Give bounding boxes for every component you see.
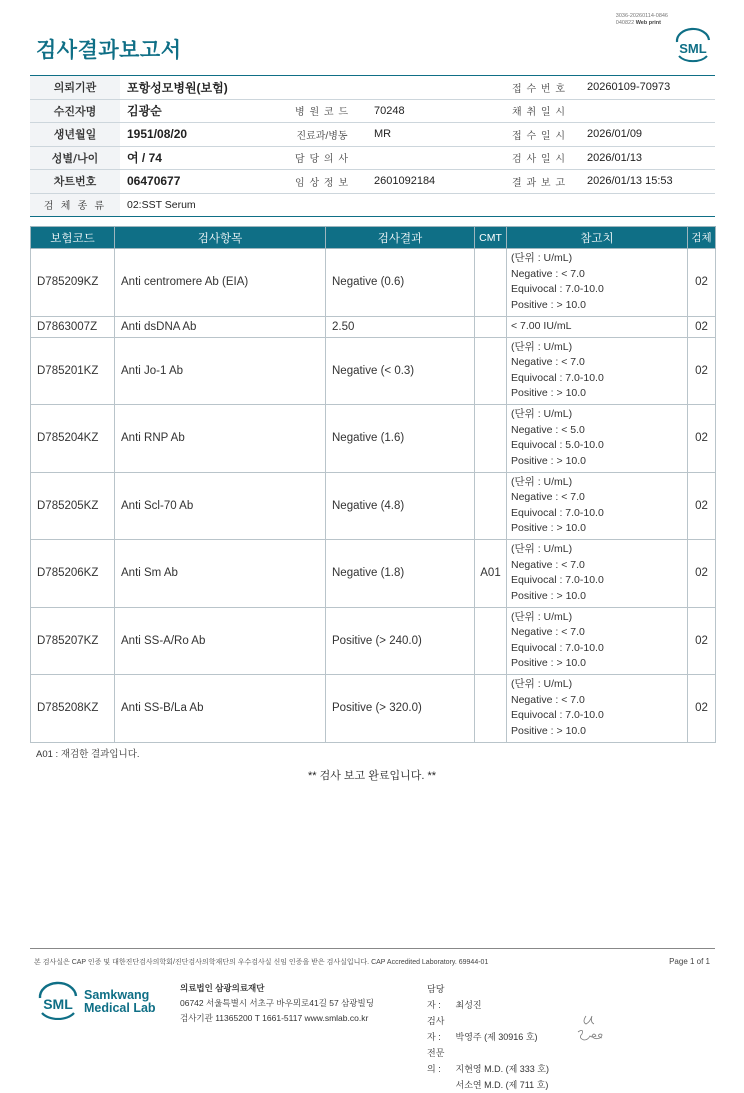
reference-cell [507,405,688,473]
cmt-cell [475,337,507,405]
reference-line: Positive : > 10.0 [511,387,587,400]
insurance-code-cell: D785204KZ [31,405,115,473]
signature-icon [576,1010,610,1044]
reference-cell [507,472,688,540]
reference-line: (단위 : U/mL) [511,610,573,623]
info-value: 여 / 74 [127,151,162,166]
info-label: 수진자명 [30,100,120,123]
result-cell: Negative (< 0.3) [326,337,475,405]
org-name: 의료법인 삼광의료재단 [180,983,265,993]
info-row [30,194,715,218]
reference-line: (단위 : U/mL) [511,475,573,488]
col-header: 검체 [688,227,716,249]
table-row [31,607,716,675]
reference-line: Equivocal : 7.0-10.0 [511,506,604,519]
test-name-cell: Anti SS-B/La Ab [115,675,326,743]
col-header: 검사결과 [326,227,475,249]
insurance-code-cell: D785206KZ [31,540,115,608]
organization-info [180,981,374,1026]
test-name-cell: Anti centromere Ab (EIA) [115,249,326,317]
info-value: 2026/01/13 [587,151,643,164]
lab-name-line1: Samkwang [84,988,150,1002]
table-row [31,675,716,743]
result-cell: Negative (0.6) [326,249,475,317]
staff-row [427,1045,549,1077]
info-value: 포항성모병원(보험) [127,80,228,95]
info-value: 20260109-70973 [587,81,671,94]
results-table [30,226,716,743]
specimen-cell: 02 [688,249,716,317]
page-title: 검사결과보고서 [36,38,182,62]
reference-line: (단위 : U/mL) [511,678,573,691]
col-header: 보험코드 [31,227,115,249]
test-name-cell: Anti Sm Ab [115,540,326,608]
reference-line: Negative : < 7.0 [511,267,585,280]
lab-name-line2: Medical Lab [84,1001,156,1015]
staff-label: 담당자 : [427,984,445,1010]
reference-cell [507,249,688,317]
table-row [31,249,716,317]
test-name-cell: Anti dsDNA Ab [115,316,326,337]
page-number: Page 1 of 1 [669,957,710,966]
reference-cell [507,540,688,608]
insurance-code-cell: D785205KZ [31,472,115,540]
info-label: 생년월일 [30,123,120,146]
reference-line: < 7.00 IU/mL [511,319,572,332]
test-name-cell: Anti RNP Ab [115,405,326,473]
reference-cell [507,337,688,405]
reference-line: Negative : < 7.0 [511,626,585,639]
info-label: 담 당 의 사 [295,154,349,166]
info-value: 2026/01/13 15:53 [587,175,673,188]
info-label: 진료과/병동 [296,130,348,142]
staff-value: 박영주 (제 30916 호) [455,1032,538,1042]
info-row [30,147,715,171]
table-row [31,405,716,473]
specimen-cell: 02 [688,472,716,540]
samkwang-logo-icon [36,980,80,1024]
info-row [30,123,715,147]
insurance-code-cell: D7863007Z [31,316,115,337]
reference-line: Negative : < 7.0 [511,356,585,369]
specimen-cell: 02 [688,540,716,608]
info-value: 06470677 [127,174,181,189]
info-value: 2026/01/09 [587,128,643,141]
staff-value: 지현영 M.D. (제 333 호) [455,1064,549,1074]
cmt-cell [475,472,507,540]
completion-message: ** 검사 보고 완료입니다. ** [307,770,437,782]
test-name-cell: Anti Jo-1 Ab [115,337,326,405]
info-label: 결 과 보 고 [512,177,566,189]
reference-line: (단위 : U/mL) [511,543,573,556]
insurance-code-cell: D785201KZ [31,337,115,405]
reference-line: Equivocal : 7.0-10.0 [511,641,604,654]
result-cell: Negative (1.8) [326,540,475,608]
footer-divider [30,948,715,949]
cmt-cell [475,675,507,743]
staff-label: 전문의 : [427,1048,445,1074]
print-code-line1: 3036-20260114-0846 [615,13,668,19]
sml-logo-text: SML [679,41,707,56]
specimen-label: 검 체 종 류 [30,194,120,217]
reference-cell [507,607,688,675]
reference-line: Equivocal : 7.0-10.0 [511,371,604,384]
reference-line: (단위 : U/mL) [511,408,573,421]
reference-cell [507,675,688,743]
reference-line: Positive : > 10.0 [511,724,587,737]
reference-line: (단위 : U/mL) [511,252,573,265]
reference-line: Negative : < 5.0 [511,423,585,436]
staff-row [427,981,549,1013]
info-row [30,100,715,124]
info-label: 접 수 번 호 [512,83,566,95]
result-cell: Negative (4.8) [326,472,475,540]
col-header: 참고치 [507,227,688,249]
info-label: 채 취 일 시 [512,107,566,119]
reference-line: Equivocal : 5.0-10.0 [511,439,604,452]
insurance-code-cell: D785207KZ [31,607,115,675]
reference-line: (단위 : U/mL) [511,340,573,353]
cmt-cell [475,405,507,473]
specimen-cell: 02 [688,316,716,337]
cmt-cell [475,249,507,317]
comment-note: A01 : 재검한 결과입니다. [36,749,140,760]
specimen-cell: 02 [688,607,716,675]
staff-value: 최성진 [455,1000,482,1010]
info-label: 검 사 일 시 [512,154,566,166]
org-contact: 검사기관 11365200 T 1661-5117 www.smlab.co.kr [180,1013,369,1023]
reference-line: Equivocal : 7.0-10.0 [511,709,604,722]
lab-name [84,989,156,1015]
specimen-cell: 02 [688,337,716,405]
insurance-code-cell: D785209KZ [31,249,115,317]
staff-row [427,1013,549,1045]
info-label: 임 상 정 보 [295,177,349,189]
staff-list [427,981,549,1093]
staff-value: 서소연 M.D. (제 711 호) [455,1080,549,1090]
print-code [616,13,668,27]
test-name-cell: Anti Scl-70 Ab [115,472,326,540]
specimen-value: 02:SST Serum [127,198,196,211]
reference-line: Equivocal : 7.0-10.0 [511,283,604,296]
table-row [31,316,716,337]
reference-line: Equivocal : 7.0-10.0 [511,574,604,587]
sml-logo-icon [673,28,713,62]
info-value: 70248 [374,104,405,117]
test-name-cell: Anti SS-A/Ro Ab [115,607,326,675]
reference-line: Positive : > 10.0 [511,589,587,602]
cmt-cell [475,607,507,675]
reference-line: Positive : > 10.0 [511,454,587,467]
table-row [31,337,716,405]
print-mode: Web print [635,20,661,26]
reference-line: Positive : > 10.0 [511,298,587,311]
col-header: 검사항목 [115,227,326,249]
info-row [30,170,715,194]
result-cell: 2.50 [326,316,475,337]
specimen-cell: 02 [688,405,716,473]
info-value: 1951/08/20 [127,127,188,142]
info-value: 김광순 [127,104,162,119]
reference-line: Negative : < 7.0 [511,693,585,706]
result-cell: Positive (> 240.0) [326,607,475,675]
info-value: 2601092184 [374,175,436,188]
info-label: 의뢰기관 [30,76,120,99]
info-row [30,76,715,100]
reference-line: Negative : < 7.0 [511,491,585,504]
specimen-cell: 02 [688,675,716,743]
reference-line: Positive : > 10.0 [511,657,587,670]
org-address: 06742 서울특별시 서초구 바우뫼로41길 57 삼광빌딩 [180,998,374,1008]
col-header: CMT [475,227,507,249]
cmt-cell: A01 [475,540,507,608]
cmt-cell [475,316,507,337]
result-cell: Positive (> 320.0) [326,675,475,743]
table-row [31,540,716,608]
certification-text: 본 검사실은 CAP 인증 및 대한진단검사의학회/진단검사의학재단의 우수검사실 신임 인증을 받은 검사실입니다. CAP Accredited Laboratory. 69944-01 [34,959,489,966]
reference-line: Negative : < 7.0 [511,558,585,571]
info-label: 성별/나이 [30,147,120,170]
results-header [31,227,716,249]
staff-row [427,1077,549,1093]
reference-line: Positive : > 10.0 [511,522,587,535]
table-row [31,472,716,540]
reference-cell [507,316,688,337]
patient-info [30,75,715,217]
info-label: 접 수 일 시 [512,130,566,142]
staff-label: 검사자 : [427,1016,445,1042]
info-label: 차트번호 [30,170,120,193]
info-value: MR [374,128,392,141]
insurance-code-cell: D785208KZ [31,675,115,743]
samkwang-logo-text: SML [43,996,73,1012]
result-cell: Negative (1.6) [326,405,475,473]
print-code-line2: 040822 Web print [615,20,661,26]
info-label: 병 원 코 드 [295,107,349,119]
